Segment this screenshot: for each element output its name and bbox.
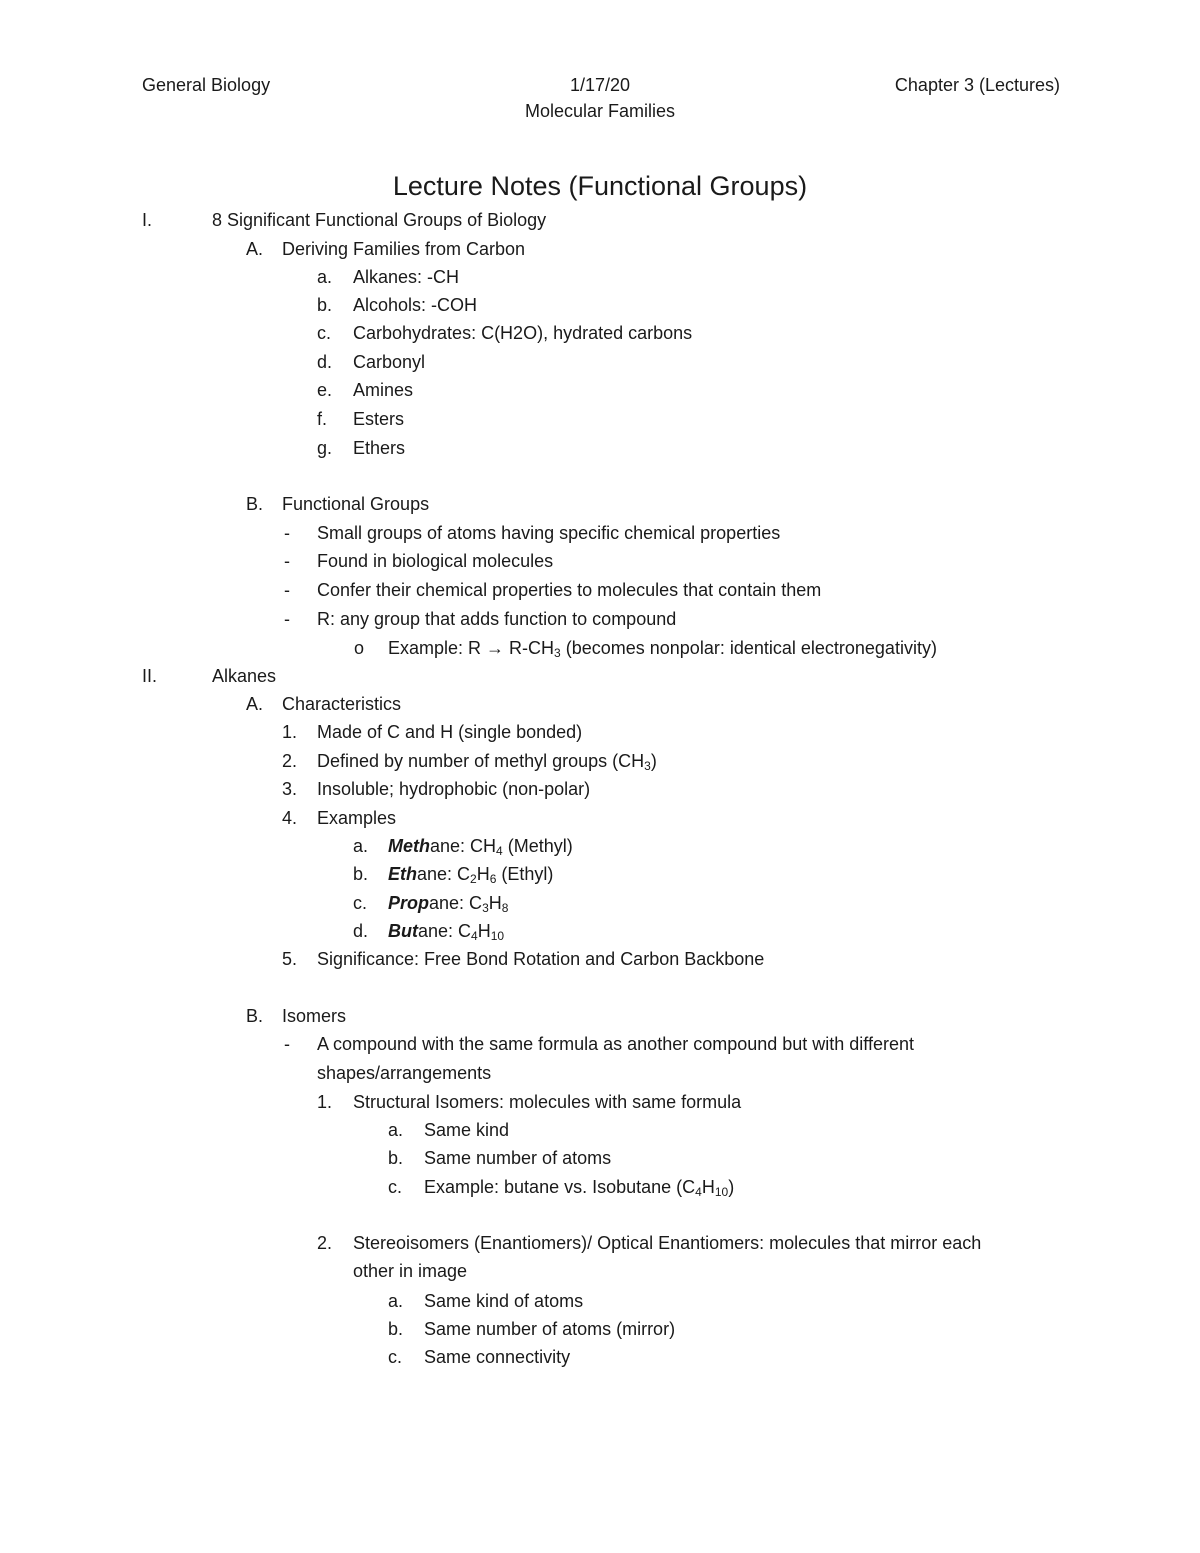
subscript: 10 (490, 929, 505, 943)
s2-a-marker: A. (246, 694, 264, 714)
s1-a-heading: Deriving Families from Carbon (282, 239, 526, 259)
text: (Methyl) (502, 836, 573, 856)
text: ) (728, 1177, 735, 1197)
list-item-marker: c. (353, 893, 368, 913)
s2-a-heading: Characteristics (282, 694, 402, 714)
example-formula: R-CH (504, 638, 555, 658)
bullet-dash: - (284, 551, 290, 571)
list-item-marker: c. (388, 1177, 403, 1197)
list-item-marker: 1. (282, 722, 298, 742)
list-item-marker: b. (317, 295, 333, 315)
subscript: 3 (554, 646, 561, 660)
right-arrow-icon: → (486, 638, 505, 658)
list-item (388, 863, 553, 885)
list-item-marker: a. (388, 1291, 404, 1311)
text: ane: C (417, 864, 471, 884)
list-item-marker: e. (317, 380, 333, 400)
list-item-marker: 5. (282, 949, 298, 969)
text: ane: C (429, 893, 483, 913)
list-item (388, 835, 573, 857)
list-item: Examples (317, 808, 397, 828)
list-item (424, 1176, 734, 1198)
list-item (317, 750, 657, 772)
subscript: 8 (501, 901, 509, 915)
list-item: Amines (353, 380, 414, 400)
text: H (488, 893, 502, 913)
text: H (701, 1177, 715, 1197)
list-item-marker: c. (388, 1347, 403, 1367)
list-item-marker: 2. (282, 751, 298, 771)
list-item-marker: b. (388, 1148, 404, 1168)
list-item: Same connectivity (424, 1347, 571, 1367)
header-subtitle: Molecular Families (524, 101, 676, 121)
text: Example: butane vs. Isobutane (C (424, 1177, 696, 1197)
list-item-marker: c. (317, 323, 332, 343)
list-item-marker: b. (353, 864, 369, 884)
s1-b-marker: B. (246, 494, 264, 514)
section-1-heading: 8 Significant Functional Groups of Biology (212, 210, 547, 230)
list-item: Carbohydrates: C(H2O), hydrated carbons (353, 323, 693, 343)
definition-line: A compound with the same formula as another compound but with different (317, 1034, 915, 1054)
bullet-dash: - (284, 1034, 290, 1054)
text: ane: C (418, 921, 472, 941)
definition-line: shapes/arrangements (317, 1063, 492, 1083)
text: H (477, 921, 491, 941)
list-item: Same kind of atoms (424, 1291, 584, 1311)
section-2-heading: Alkanes (212, 666, 277, 686)
example-line (388, 637, 937, 659)
text: ane: CH (430, 836, 497, 856)
list-item-marker: 4. (282, 808, 298, 828)
subscript: 4 (471, 929, 478, 943)
text: Defined by number of methyl groups (CH (317, 751, 645, 771)
s1-b-heading: Functional Groups (282, 494, 430, 514)
list-item-marker: 1. (317, 1092, 333, 1112)
list-item: Alcohols: -COH (353, 295, 478, 315)
list-item: Small groups of atoms having specific chemical properties (317, 523, 781, 543)
list-item: Stereoisomers (Enantiomers)/ Optical Enantiomers: molecules that mirror each (353, 1233, 982, 1253)
subscript: 4 (695, 1185, 702, 1199)
list-item: Same kind (424, 1120, 510, 1140)
list-item-marker: b. (388, 1319, 404, 1339)
s2-b-marker: B. (246, 1006, 264, 1026)
list-item: Found in biological molecules (317, 551, 554, 571)
list-item-marker: d. (317, 352, 333, 372)
list-item: Esters (353, 409, 405, 429)
list-item-marker: a. (388, 1120, 404, 1140)
list-item (388, 892, 508, 914)
list-item: Significance: Free Bond Rotation and Carbon Backbone (317, 949, 765, 969)
list-item-marker: d. (353, 921, 369, 941)
page-title: Lecture Notes (Functional Groups) (392, 171, 808, 201)
emphasis: Prop (388, 893, 430, 913)
header-chapter: Chapter 3 (Lectures) (894, 75, 1060, 95)
subscript: 10 (714, 1185, 729, 1199)
list-item-marker: 2. (317, 1233, 333, 1253)
list-item-marker: a. (353, 836, 369, 856)
list-item: Insoluble; hydrophobic (non-polar) (317, 779, 591, 799)
s1-a-marker: A. (246, 239, 264, 259)
example-prefix: Example: R (388, 638, 487, 658)
list-item-marker: g. (317, 438, 333, 458)
s2-b-heading: Isomers (282, 1006, 347, 1026)
list-item: Structural Isomers: molecules with same formula (353, 1092, 742, 1112)
list-item: Alkanes: -CH (353, 267, 460, 287)
text: (Ethyl) (496, 864, 554, 884)
subscript: 4 (496, 844, 503, 858)
subscript: 6 (489, 872, 497, 886)
list-item: Ethers (353, 438, 406, 458)
list-item: R: any group that adds function to compound (317, 609, 677, 629)
list-item-marker: a. (317, 267, 333, 287)
list-item: Same number of atoms (mirror) (424, 1319, 676, 1339)
list-item: Confer their chemical properties to molecules that contain them (317, 580, 822, 600)
header-course: General Biology (142, 75, 271, 95)
subscript: 3 (482, 901, 489, 915)
text: H (476, 864, 490, 884)
list-item: Carbonyl (353, 352, 426, 372)
list-item (388, 920, 504, 942)
list-item-marker: 3. (282, 779, 298, 799)
emphasis: Eth (388, 864, 417, 884)
bullet-dash: - (284, 580, 290, 600)
emphasis: Meth (388, 836, 430, 856)
subscript: 2 (470, 872, 477, 886)
header-date: 1/17/20 (569, 75, 631, 95)
list-item: Made of C and H (single bonded) (317, 722, 583, 742)
emphasis: But (388, 921, 418, 941)
list-item-marker: f. (317, 409, 328, 429)
list-item-continuation: other in image (353, 1261, 468, 1281)
text: ) (650, 751, 657, 771)
section-2-marker: II. (142, 666, 158, 686)
sub-bullet-marker: o (354, 638, 365, 658)
bullet-dash: - (284, 523, 290, 543)
section-1-marker: I. (142, 210, 153, 230)
list-item: Same number of atoms (424, 1148, 612, 1168)
bullet-dash: - (284, 609, 290, 629)
example-suffix: (becomes nonpolar: identical electronegativity) (560, 638, 937, 658)
subscript: 3 (644, 759, 651, 773)
